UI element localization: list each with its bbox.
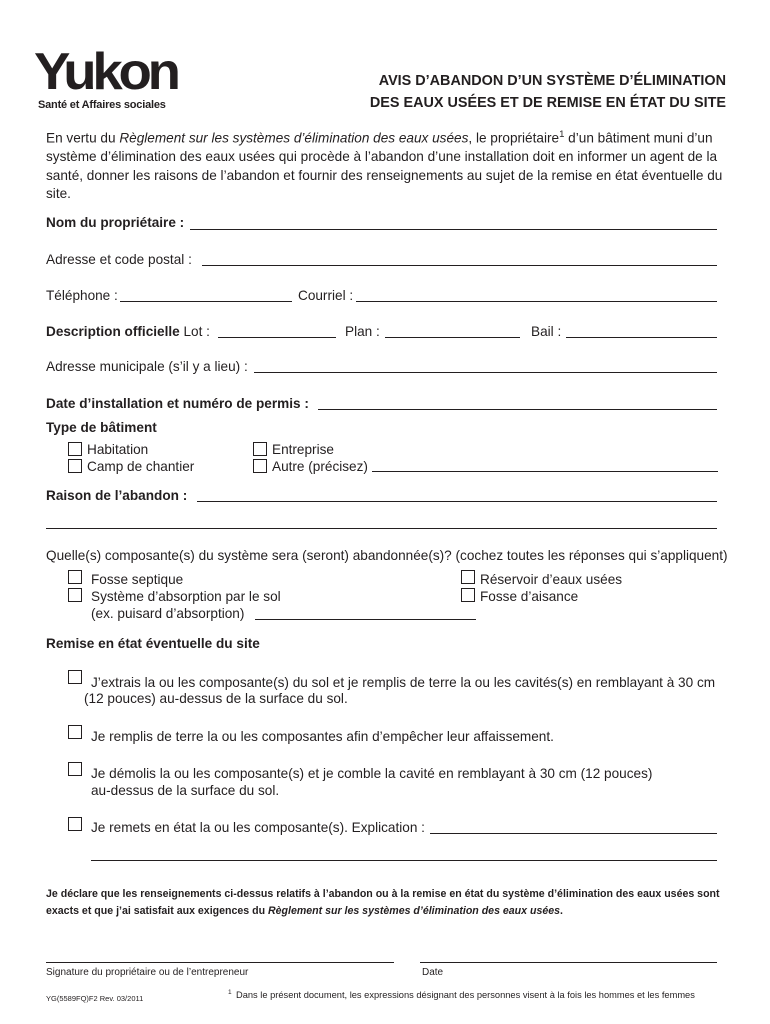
remediation-option-2-label: Je remplis de terre la ou les composantes afin d’empêcher leur affaissement.	[91, 729, 554, 744]
plan-label: Plan :	[345, 324, 380, 339]
title-line-2: DES EAUX USÉES ET DE REMISE EN ÉTAT DU SITE	[369, 95, 726, 111]
lease-field[interactable]	[566, 337, 717, 338]
title-line-1: AVIS D’ABANDON D’UN SYSTÈME D’ÉLIMINATION	[378, 73, 726, 89]
form-title	[370, 70, 726, 114]
install-date-field[interactable]	[318, 409, 717, 410]
remediation-option-1-line-1: J’extrais la ou les composante(s) du sol et je remplis de terre la ou les cavités(s) en remblayant à 30 cm	[91, 675, 716, 690]
other-specify-field[interactable]	[372, 471, 718, 472]
footnote-marker: 1	[559, 129, 565, 140]
holding-tank-checkbox[interactable]	[461, 570, 475, 584]
work-camp-label: Camp de chantier	[87, 459, 195, 474]
intro-text-2: , le propriétaire	[468, 130, 560, 146]
email-label: Courriel :	[298, 288, 354, 303]
holding-tank-label: Réservoir d’eaux usées	[480, 572, 623, 587]
pit-privy-label: Fosse d’aisance	[480, 589, 579, 604]
phone-label: Téléphone :	[46, 288, 118, 303]
remediation-option-3-checkbox[interactable]	[68, 762, 82, 776]
other-label: Autre (précisez)	[272, 459, 368, 474]
date-field[interactable]	[420, 962, 717, 963]
civic-address-field[interactable]	[254, 372, 717, 373]
address-label: Adresse et code postal :	[46, 252, 192, 267]
declaration-text-2: .	[560, 905, 563, 917]
legal-description-label: Description officielle	[46, 324, 180, 339]
remediation-option-2-checkbox[interactable]	[68, 725, 82, 739]
declaration-regulation-title: Règlement sur les systèmes d’élimination des eaux usées	[267, 905, 561, 917]
declaration-text	[46, 886, 726, 920]
civic-address-label: Adresse municipale (s’il y a lieu) :	[46, 359, 248, 374]
form-code: YG(5589FQ)F2 Rev. 03/2011	[46, 994, 144, 1003]
department-name: Santé et Affaires sociales	[38, 99, 166, 111]
owner-name-label: Nom du propriétaire :	[46, 215, 185, 230]
legal-description-row	[46, 324, 210, 340]
intro-paragraph	[46, 126, 726, 204]
business-checkbox[interactable]	[253, 442, 267, 456]
soil-absorption-example: (ex. puisard d’absorption)	[91, 606, 245, 621]
other-checkbox[interactable]	[253, 459, 267, 473]
explanation-field-line-2[interactable]	[91, 860, 717, 861]
install-date-label: Date d’installation et numéro de permis :	[46, 396, 309, 411]
remediation-option-4-label: Je remets en état la ou les composante(s). Explication :	[91, 820, 425, 835]
components-question: Quelle(s) composante(s) du système sera (seront) abandonnée(s)? (cochez toutes les réponses qui s’appliquent)	[46, 548, 728, 563]
remediation-option-1-line-2: (12 pouces) au-dessus de la surface du sol.	[84, 691, 348, 706]
signature-field[interactable]	[46, 962, 394, 963]
intro-text-3: d’un bâtiment muni d’un système d’élimination des eaux usées qui procède à l’abandon d’une installation doit en informer un agent de la santé, donner les raisons de l’abandon et fournir des renseignements au sujet de la remise en état éventuelle du site.	[46, 130, 723, 202]
soil-absorption-checkbox[interactable]	[68, 588, 82, 602]
yukon-logo: Yukon	[34, 43, 177, 101]
remediation-option-4-checkbox[interactable]	[68, 817, 82, 831]
intro-regulation-title: Règlement sur les systèmes d’élimination des eaux usées	[119, 130, 469, 146]
email-field[interactable]	[356, 301, 717, 302]
footnote-number: 1	[228, 989, 232, 996]
reason-field-line-1[interactable]	[197, 501, 717, 502]
lot-field[interactable]	[218, 337, 336, 338]
footnote-text: Dans le présent document, les expressions désignant des personnes visent à la fois les hommes et les femmes	[236, 990, 695, 1000]
remediation-option-1-checkbox[interactable]	[68, 670, 82, 684]
remediation-option-3-line-1: Je démolis la ou les composante(s) et je comble la cavité en remblayant à 30 cm (12 pouces)	[91, 766, 653, 781]
habitation-checkbox[interactable]	[68, 442, 82, 456]
declaration-text-1: Je déclare que les renseignements ci-dessus relatifs à l’abandon ou à la remise en état du système d’élimination des eaux usées sont exacts et que j’ai satisfait aux exigences du	[46, 888, 720, 917]
pit-privy-checkbox[interactable]	[461, 588, 475, 602]
reason-field-line-2[interactable]	[46, 528, 717, 529]
soil-absorption-field[interactable]	[255, 619, 476, 620]
lease-label: Bail :	[531, 324, 562, 339]
explanation-field-line-1[interactable]	[430, 833, 717, 834]
plan-field[interactable]	[385, 337, 520, 338]
business-label: Entreprise	[272, 442, 334, 457]
reason-label: Raison de l’abandon :	[46, 488, 188, 503]
work-camp-checkbox[interactable]	[68, 459, 82, 473]
building-type-heading: Type de bâtiment	[46, 420, 157, 435]
intro-text-1: En vertu du	[46, 130, 120, 146]
remediation-option-3-line-2: au-dessus de la surface du sol.	[91, 783, 280, 798]
lot-label: Lot :	[183, 324, 210, 339]
phone-field[interactable]	[120, 301, 292, 302]
address-field[interactable]	[202, 265, 717, 266]
habitation-label: Habitation	[87, 442, 149, 457]
date-label: Date	[422, 967, 444, 978]
septic-tank-checkbox[interactable]	[68, 570, 82, 584]
signature-label: Signature du propriétaire ou de l’entrepreneur	[46, 967, 249, 978]
soil-absorption-label: Système d’absorption par le sol	[91, 589, 281, 604]
remediation-heading: Remise en état éventuelle du site	[46, 636, 260, 651]
septic-tank-label: Fosse septique	[91, 572, 184, 587]
owner-name-field[interactable]	[190, 229, 717, 230]
